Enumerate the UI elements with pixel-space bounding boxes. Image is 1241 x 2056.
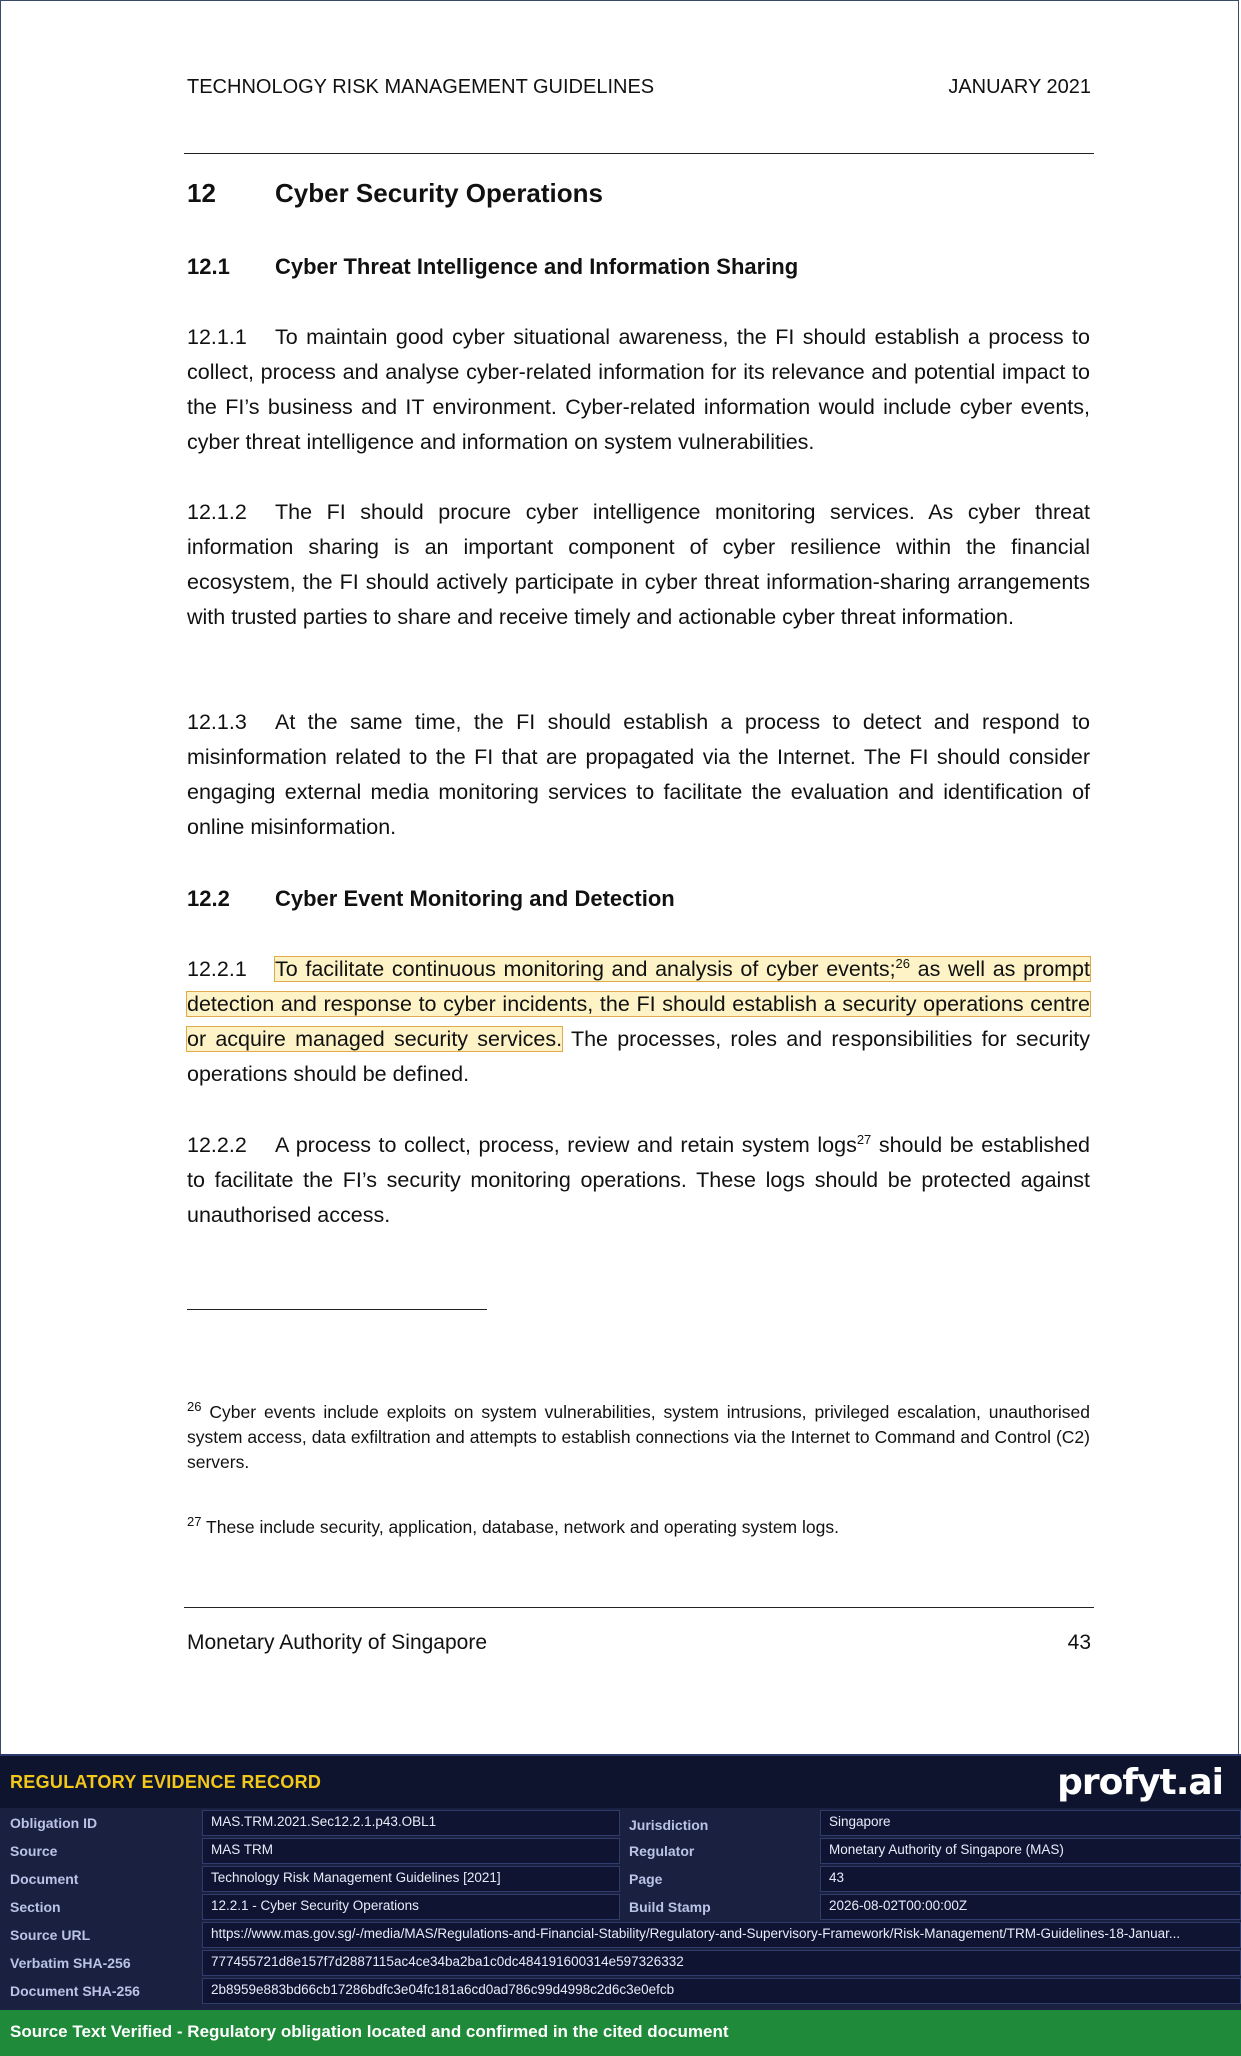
running-header-title: TECHNOLOGY RISK MANAGEMENT GUIDELINES	[187, 76, 655, 98]
jurisdiction-value: Singapore	[820, 1810, 1241, 1836]
paragraph-number: 12.2.1	[187, 957, 247, 981]
profyt-logo: profyt.ai	[1057, 1762, 1223, 1803]
build-stamp-value: 2026-08-02T00:00:00Z	[820, 1894, 1241, 1920]
running-header-date: JANUARY 2021	[948, 76, 1091, 98]
document-value: Technology Risk Management Guidelines [2021]	[202, 1866, 620, 1892]
footnote-ref-26[interactable]: 26	[895, 955, 911, 971]
highlight-text-a: To facilitate continuous monitoring and analysis of cyber events;	[275, 957, 896, 981]
document-label: Document	[10, 1871, 79, 1887]
source-url-link[interactable]: https://www.mas.gov.sg/-/media/MAS/Regulations-and-Financial-Stability/Regulatory-and-Supervisory-Framework/Risk-Management/TRM-Guidelines-18-Januar...	[202, 1922, 1241, 1948]
paragraph-number: 12.2.2	[187, 1133, 247, 1157]
regulator-label: Regulator	[629, 1843, 695, 1859]
jurisdiction-label: Jurisdiction	[629, 1817, 709, 1833]
paragraph-number: 12.1.3	[187, 710, 247, 734]
section-label: Section	[10, 1899, 61, 1915]
subsection-title: Cyber Event Monitoring and Detection	[275, 886, 675, 911]
evidence-record-panel	[0, 1754, 1241, 2012]
header-rule	[184, 153, 1094, 154]
footer-rule	[184, 1607, 1094, 1608]
section-heading	[187, 178, 1090, 209]
paragraph-text-b: should be established to facilitate the FI’s security monitoring operations. These logs should be protected against unauthorised access.	[187, 1133, 1090, 1227]
paragraph-12-2-2	[187, 1128, 1090, 1233]
paragraph-text-rest: The processes, roles and responsibilities for security operations should be defined.	[187, 1027, 1090, 1086]
page-number: 43	[1067, 1631, 1091, 1654]
verification-banner	[0, 2010, 1241, 2056]
subsection-heading-12-2	[187, 886, 1090, 912]
footnote-text: These include security, application, database, network and operating system logs.	[206, 1517, 839, 1537]
document-sha-label: Document SHA-256	[10, 1983, 140, 1999]
footer-organisation: Monetary Authority of Singapore	[187, 1631, 488, 1654]
paragraph-12-1-3	[187, 705, 1090, 845]
subsection-number: 12.1	[187, 254, 230, 279]
page-label: Page	[629, 1871, 663, 1887]
paragraph-text-a: A process to collect, process, review and retain system logs	[275, 1133, 857, 1157]
section-title: Cyber Security Operations	[275, 178, 603, 208]
paragraph-12-2-1	[187, 952, 1090, 1092]
footnote-text: Cyber events include exploits on system vulnerabilities, system intrusions, privileged escalation, unauthorised system access, data exfiltration and attempts to establish connections via the Internet to Command and Control (C2) servers.	[187, 1402, 1090, 1472]
paragraph-number: 12.1.1	[187, 325, 247, 349]
footnote-number: 26	[187, 1399, 202, 1415]
verification-text: Source Text Verified - Regulatory obligation located and confirmed in the cited document	[10, 2022, 729, 2041]
footnote-number: 27	[187, 1514, 202, 1530]
source-value: MAS TRM	[202, 1838, 620, 1864]
page-value: 43	[820, 1866, 1241, 1892]
section-value: 12.2.1 - Cyber Security Operations	[202, 1894, 620, 1920]
paragraph-12-1-2	[187, 495, 1090, 635]
obligation-id-label: Obligation ID	[10, 1815, 98, 1831]
evidence-record-header	[0, 1756, 1241, 1808]
paragraph-text: At the same time, the FI should establish a process to detect and respond to misinformation related to the FI that are propagated via the Internet. The FI should consider engaging external media monitoring services to facilitate the evaluation and identification of online misinformation.	[187, 710, 1090, 839]
build-stamp-label: Build Stamp	[629, 1899, 711, 1915]
paragraph-number: 12.1.2	[187, 500, 247, 524]
evidence-record-title: REGULATORY EVIDENCE RECORD	[10, 1772, 322, 1792]
paragraph-12-1-1	[187, 320, 1090, 460]
obligation-id-value: MAS.TRM.2021.Sec12.2.1.p43.OBL1	[202, 1810, 620, 1836]
section-number: 12	[187, 178, 216, 208]
regulator-value: Monetary Authority of Singapore (MAS)	[820, 1838, 1241, 1864]
highlight-text-b: as well as prompt detection and response to cyber incidents, the FI should establish a security operations centre or acquire managed security services.	[187, 957, 1090, 1051]
footnote-ref-27[interactable]: 27	[856, 1131, 872, 1147]
footnote-separator	[187, 1309, 487, 1310]
verbatim-sha-label: Verbatim SHA-256	[10, 1955, 131, 1971]
verbatim-sha-value: 777455721d8e157f7d2887115ac4ce34ba2ba1c0dc484191600314e597326332	[202, 1950, 1241, 1976]
footnote-27	[187, 1515, 1090, 1540]
subsection-title: Cyber Threat Intelligence and Information Sharing	[275, 254, 799, 279]
source-url-label: Source URL	[10, 1927, 91, 1943]
source-label: Source	[10, 1843, 58, 1859]
subsection-heading-12-1	[187, 254, 1090, 280]
paragraph-text: To maintain good cyber situational awareness, the FI should establish a process to collect, process and analyse cyber-related information for its relevance and potential impact to the FI’s business and IT environment. Cyber-related information would include cyber events, cyber threat intelligence and information on system vulnerabilities.	[187, 325, 1090, 454]
document-sha-value: 2b8959e883bd66cb17286bdfc3e04fc181a6cd0ad786c99d4998c2d6c3e0efcb	[202, 1978, 1241, 2004]
subsection-number: 12.2	[187, 886, 230, 911]
paragraph-text: The FI should procure cyber intelligence monitoring services. As cyber threat information sharing is an important component of cyber resilience within the financial ecosystem, the FI should actively participate in cyber threat information-sharing arrangements with trusted parties to share and receive timely and actionable cyber threat information.	[187, 500, 1090, 629]
footnote-26	[187, 1400, 1090, 1475]
